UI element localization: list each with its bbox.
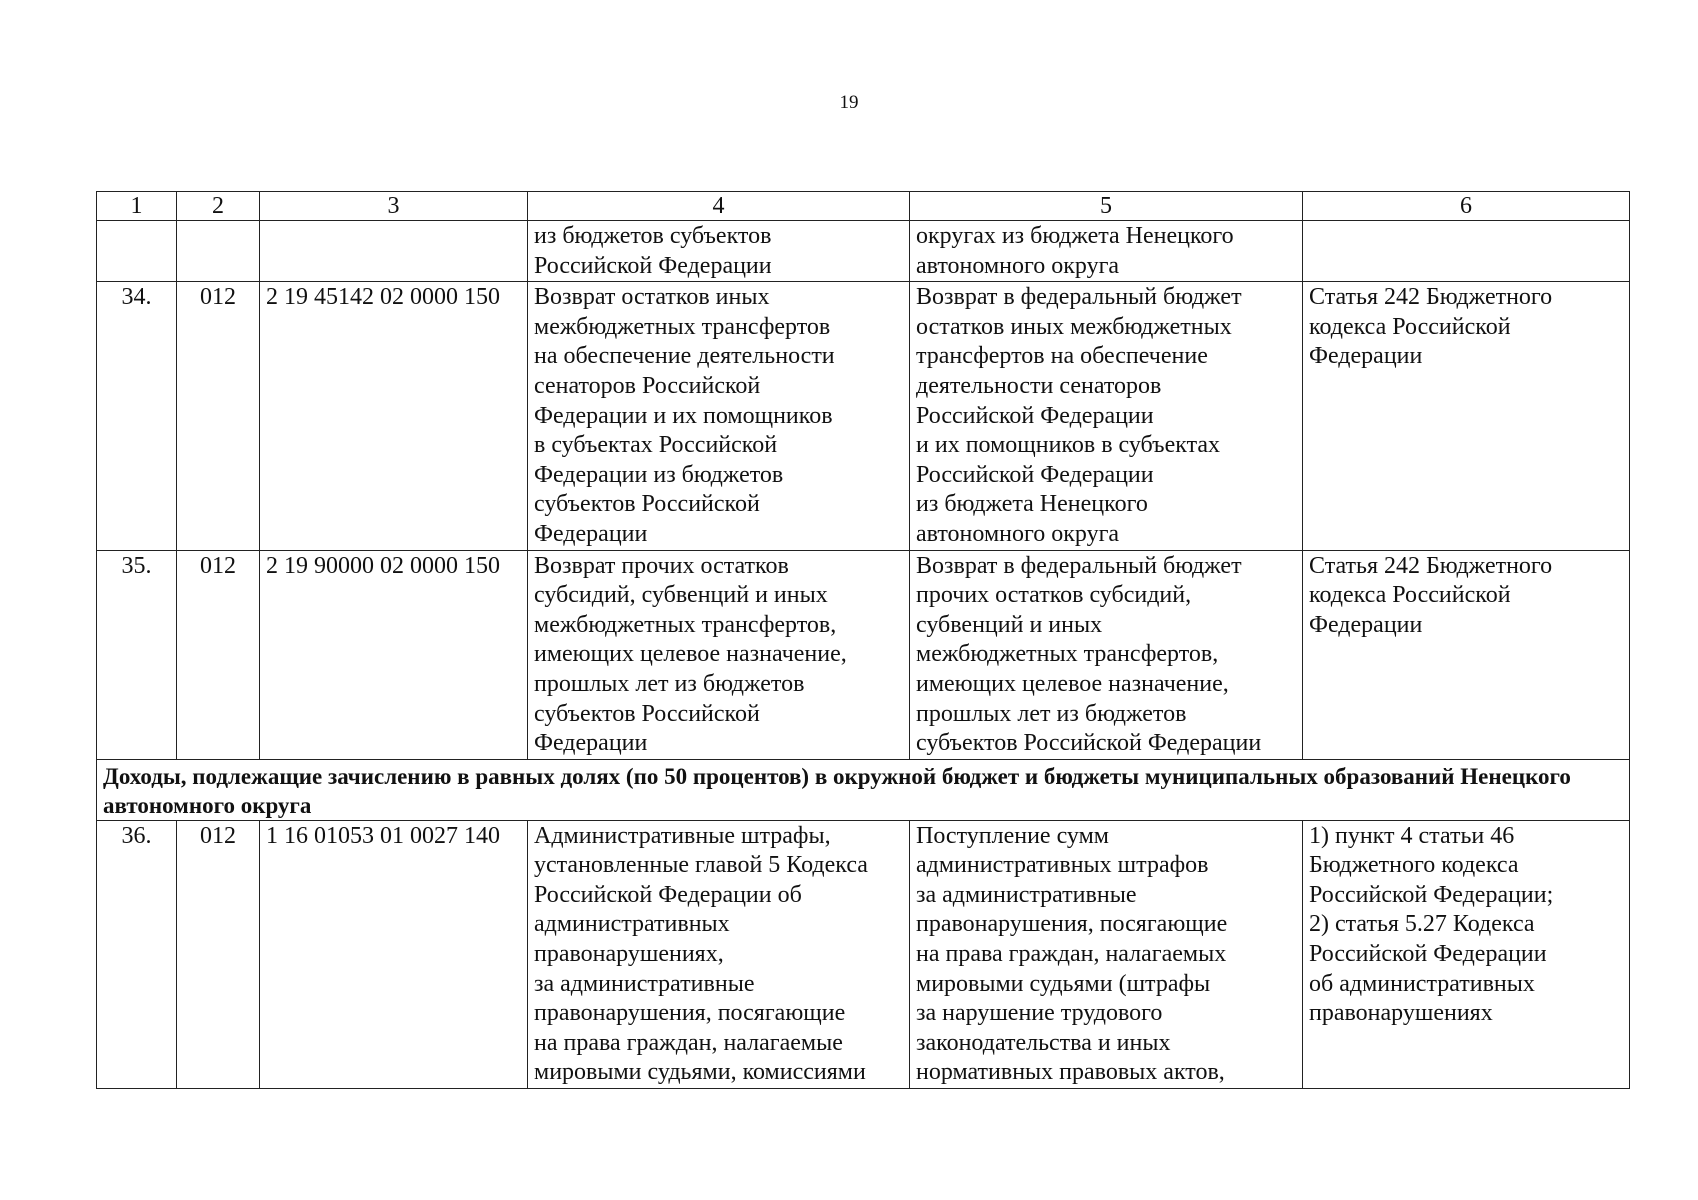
legal-basis: 1) пункт 4 статьи 46 Бюджетного кодекса Российской Федерации; 2) статья 5.27 Кодекса Российской Федерации об административных правонарушениях: [1303, 820, 1630, 1088]
revenue-name: Административные штрафы, установленные главой 5 Кодекса Российской Федерации об административных правонарушениях, за административные правонарушения, посягающие на права граждан, налагаемые мировыми судьями, комиссиями: [528, 820, 910, 1088]
row-number: [97, 221, 177, 282]
column-number: 5: [910, 192, 1303, 221]
legal-basis: [1303, 221, 1630, 282]
administrator-code: 012: [177, 550, 260, 759]
budget-classification-code: 2 19 45142 02 0000 150: [260, 282, 528, 550]
column-number: 1: [97, 192, 177, 221]
revenue-description: округах из бюджета Ненецкого автономного округа: [910, 221, 1303, 282]
table-row: [97, 550, 1630, 759]
revenue-classification-table: [96, 191, 1630, 1089]
revenue-name: Возврат остатков иных межбюджетных трансфертов на обеспечение деятельности сенаторов Российской Федерации и их помощников в субъектах Российской Федерации из бюджетов субъектов Российской Федерации: [528, 282, 910, 550]
budget-classification-code: 1 16 01053 01 0027 140: [260, 820, 528, 1088]
column-number: 4: [528, 192, 910, 221]
section-heading: Доходы, подлежащие зачислению в равных долях (по 50 процентов) в окружной бюджет и бюджеты муниципальных образований Ненецкого автономного округа: [97, 759, 1630, 820]
administrator-code: 012: [177, 820, 260, 1088]
column-number-row: [97, 192, 1630, 221]
page-number: 19: [839, 92, 859, 113]
table-row: [97, 282, 1630, 550]
revenue-description: Возврат в федеральный бюджет остатков иных межбюджетных трансфертов на обеспечение деятельности сенаторов Российской Федерации и их помощников в субъектах Российской Федерации из бюджета Ненецкого автономного округа: [910, 282, 1303, 550]
revenue-description: Поступление сумм административных штрафов за административные правонарушения, посягающие на права граждан, налагаемых мировыми судьями (штрафы за нарушение трудового законодательства и иных нормативных правовых актов,: [910, 820, 1303, 1088]
column-number: 6: [1303, 192, 1630, 221]
row-number: 35.: [97, 550, 177, 759]
section-heading-row: [97, 759, 1630, 820]
table-row: [97, 221, 1630, 282]
table-row: [97, 820, 1630, 1088]
revenue-description: Возврат в федеральный бюджет прочих остатков субсидий, субвенций и иных межбюджетных трансфертов, имеющих целевое назначение, прошлых лет из бюджетов субъектов Российской Федерации: [910, 550, 1303, 759]
column-number: 2: [177, 192, 260, 221]
budget-classification-code: [260, 221, 528, 282]
legal-basis: Статья 242 Бюджетного кодекса Российской Федерации: [1303, 282, 1630, 550]
legal-basis: Статья 242 Бюджетного кодекса Российской Федерации: [1303, 550, 1630, 759]
administrator-code: 012: [177, 282, 260, 550]
row-number: 36.: [97, 820, 177, 1088]
row-number: 34.: [97, 282, 177, 550]
column-number: 3: [260, 192, 528, 221]
revenue-name: из бюджетов субъектов Российской Федерации: [528, 221, 910, 282]
revenue-name: Возврат прочих остатков субсидий, субвенций и иных межбюджетных трансфертов, имеющих целевое назначение, прошлых лет из бюджетов субъектов Российской Федерации: [528, 550, 910, 759]
budget-classification-code: 2 19 90000 02 0000 150: [260, 550, 528, 759]
administrator-code: [177, 221, 260, 282]
